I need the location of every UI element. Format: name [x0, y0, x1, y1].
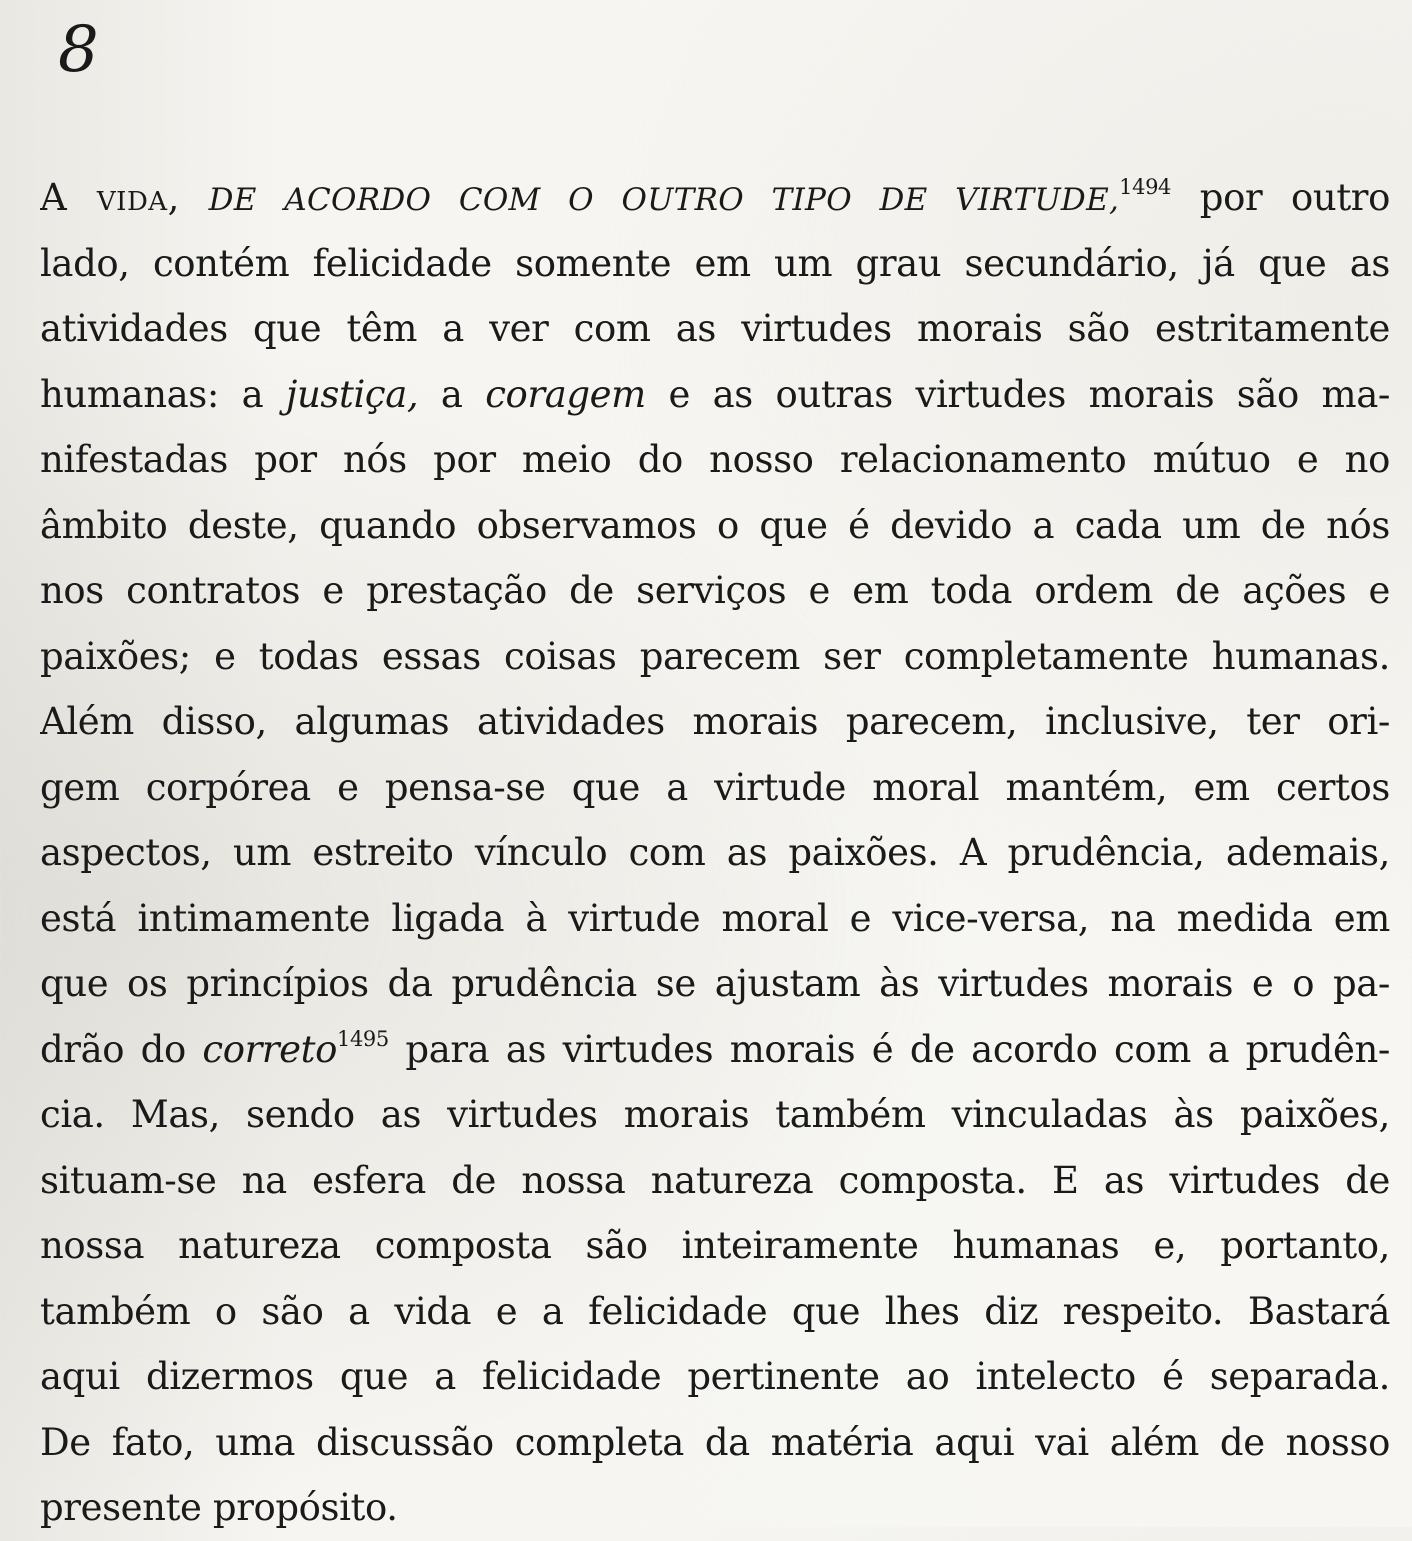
- line-4-a: humanas: a: [40, 372, 264, 416]
- emphasis-justica: justiça,: [285, 372, 419, 416]
- text-line-21: presente propósito.: [40, 1486, 398, 1529]
- text-line-15: cia. Mas, sendo as virtudes morais também vinculadas às paixões,: [40, 1093, 1390, 1136]
- text-line-10: gem corpórea e pensa-se que a virtude moral mantém, em certos: [40, 765, 1390, 809]
- text-line-2: lado, contém felicidade somente em um grau secundário, já que as: [40, 241, 1390, 285]
- text-line-5: nifestadas por nós por meio do nosso relacionamento mútuo e no: [40, 438, 1390, 481]
- footnote-ref-1495[interactable]: 1495: [337, 1026, 389, 1051]
- text-line-12: está intimamente ligada à virtude moral e vice-versa, na medida em: [40, 896, 1390, 940]
- body-paragraph: [40, 165, 1390, 1541]
- text-line-9: Além disso, algumas atividades morais parecem, inclusive, ter ori-: [40, 700, 1390, 743]
- text-line-13: que os princípios da prudência se ajustam às virtudes morais e o pa-: [40, 962, 1390, 1005]
- text-line-6: âmbito deste, quando observamos o que é devido a cada um de nós: [40, 503, 1390, 547]
- line-1-rest: por outro: [1199, 176, 1390, 219]
- footnote-ref-1494[interactable]: 1494: [1119, 175, 1171, 199]
- emphasis-correto: correto: [202, 1027, 338, 1071]
- text-line-8: paixões; e todas essas coisas parecem ser completamente humanas.: [40, 634, 1390, 678]
- text-line-14: [40, 1017, 1390, 1083]
- text-line-1: [40, 165, 1390, 231]
- text-line-18: também o são a vida e a felicidade que lhes diz respeito. Bastará: [40, 1289, 1390, 1333]
- opening-italic-caps: DE ACORDO COM O OUTRO TIPO DE VIRTUDE,: [208, 182, 1120, 218]
- text-line-11: aspectos, um estreito vínculo com as paixões. A prudência, ademais,: [40, 831, 1390, 874]
- line-14-b: para as virtudes morais é de acordo com a prudên-: [405, 1027, 1390, 1071]
- text-line-7: nos contratos e prestação de serviços e em toda ordem de ações e: [40, 569, 1390, 612]
- text-line-20: De fato, uma discussão completa da matéria aqui vai além de nosso: [40, 1420, 1390, 1464]
- text-line-19: aqui dizermos que a felicidade pertinente ao intelecto é separada.: [40, 1355, 1390, 1398]
- text-line-3: atividades que têm a ver com as virtudes morais são estritamente: [40, 307, 1390, 350]
- emphasis-coragem: coragem: [485, 372, 646, 416]
- line-4-b: a: [440, 372, 463, 416]
- line-14-a: drão do: [40, 1027, 186, 1071]
- opening-small-caps: A vida,: [40, 176, 180, 219]
- text-line-16: situam-se na esfera de nossa natureza composta. E as virtudes de: [40, 1158, 1390, 1202]
- line-4-c: e as outras virtudes morais são ma-: [668, 372, 1390, 416]
- text-line-17: nossa natureza composta são inteiramente humanas e, portanto,: [40, 1224, 1390, 1267]
- section-number: 8: [58, 13, 99, 87]
- text-line-4: [40, 362, 1390, 428]
